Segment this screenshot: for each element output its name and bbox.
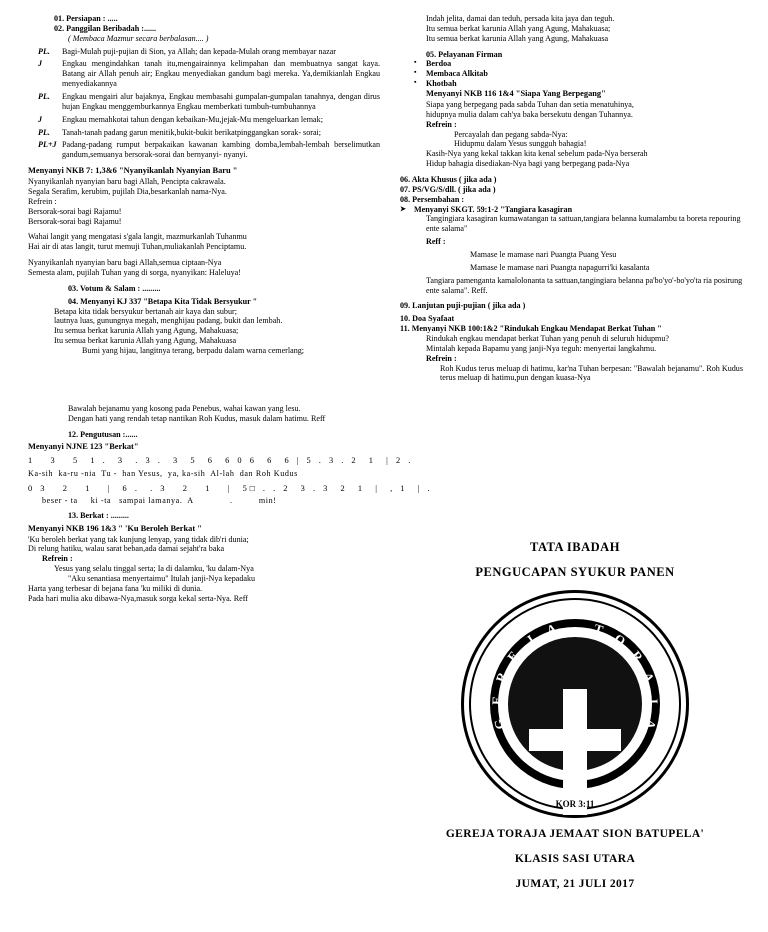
item-07-psvg: 07. PS/VG/S/dll. ( jika ada ) bbox=[400, 184, 496, 194]
seal-arc-text bbox=[464, 593, 686, 815]
hymn-line: Pada hari mulia aku dibawa-Nya,masuk sorga kekal serta-Nya. Reff bbox=[28, 593, 248, 603]
hymn-line: lautnya luas, gunungnya megah, menghijau padang, bukit dan lembah. bbox=[54, 316, 283, 326]
responsive-text: Engkau mengindahkan tanah itu,mengairainnya kelimpahan dan membuatnya sangat kaya. Batang air Allah penuh air; Engkau menyediakan gandum bagi mereka. Ya,demikianlah Engkau menyediakannya bbox=[62, 59, 380, 89]
hymn-line: Harta yang terbesar di bejana fana 'ku miliki di dunia. bbox=[28, 583, 203, 593]
seal-arc-char: T bbox=[592, 620, 605, 638]
hymn-refrain-label: Refrein : bbox=[426, 119, 457, 129]
item-05-sub-khotbah: ▪ Khotbah bbox=[400, 79, 750, 89]
hymn-line: Mintalah kepada Bapamu yang janji-Nya teguh: menyertai langkahmu. bbox=[426, 343, 657, 353]
hymn-line: Roh Kudus terus meluap di hatimu, kar'na Tuhan berpesan: "Bawalah bejanamu". Roh Kudus terus meluap di hatimu,pun dengan kuasa-Nya bbox=[440, 363, 743, 383]
responsive-text: Padang-padang rumput berpakaikan kawanan kambing domba,lembah-lembah berselimutkan gandum,semuanya bersorak-sorai dan bernyanyi- nyanyi. bbox=[62, 140, 380, 160]
seal-arc-char: J bbox=[645, 697, 662, 705]
seal-arc-char: A bbox=[640, 670, 658, 685]
responsive-line bbox=[28, 92, 380, 112]
footer-date: JUMAT, 21 JULI 2017 bbox=[515, 878, 635, 890]
speaker-label: J bbox=[38, 59, 43, 69]
toraja-line: Tangingiara kasagiran kumawatangan ta sattuan,tangiara belanna kumalambu ta boreta repouring ente salama" bbox=[426, 214, 741, 234]
seal-arc-char: J bbox=[523, 631, 537, 648]
hymn-line: Nyanyikanlah nyanyian baru bagi Allah,semua ciptaan-Nya bbox=[28, 258, 222, 268]
hymn-line: Itu semua berkat karunia Allah yang Agung, Mahakuasa bbox=[54, 336, 237, 346]
item-02-panggilan: 02. Panggilan Beribadah :...... bbox=[54, 23, 157, 33]
seal-bottom-text: KOR 3:11 bbox=[555, 799, 595, 809]
speaker-label: PL. bbox=[38, 46, 50, 56]
item-05-sub-alkitab: ▪ Membaca Alkitab bbox=[400, 69, 750, 79]
right-column bbox=[400, 14, 750, 383]
item-01-persiapan: 01. Persiapan : ..... bbox=[54, 14, 118, 23]
toraja-line: Tangiara pamenganta kamalolonanta ta sattuan,tangingiara belanna pa'bo'yo'-bo'yo'ta ria posirung ente salama". Reff. bbox=[426, 275, 743, 295]
cover-block bbox=[400, 540, 750, 818]
responsive-text: Tanah-tanah padang garun menitik,bukit-bukit berikatpinggangkan sorak- sorai; bbox=[62, 127, 322, 137]
hymn-line: Bersorak-sorai bagi Rajamu! bbox=[28, 216, 122, 226]
seal-arc-char: E bbox=[488, 695, 505, 706]
seal-arc-char: R bbox=[628, 647, 647, 665]
toraja-line: Mamase le mamase nari Puangta napagurri'ki kasalanta bbox=[470, 262, 650, 272]
cover-footer bbox=[400, 828, 750, 903]
hymn-refrain-label: Refrein : bbox=[28, 196, 57, 206]
speaker-label: PL+J bbox=[38, 140, 57, 150]
top-line: Itu semua berkat karunia Allah yang Agung, Mahakuasa bbox=[426, 33, 609, 43]
item-06-akta-khusus: 06. Akta Khusus ( jika ada ) bbox=[400, 174, 497, 184]
hymn-line: Kasih-Nya yang kekal takkan kita kenal sebelum pada-Nya berserah bbox=[426, 149, 648, 159]
responsive-line bbox=[28, 59, 380, 89]
top-line: Itu semua berkat karunia Allah yang Agung, Mahakuasa; bbox=[426, 23, 611, 33]
hymn-line: 'Ku beroleh berkat yang tak kunjung lenyap, yang tidak dib'ri dunia; bbox=[28, 534, 249, 544]
responsive-line bbox=[28, 115, 380, 125]
responsive-text: Engkau memahkotai tahun dengan kebaikan-Mu,jejak-Mu mengeluarkan lemak; bbox=[62, 114, 323, 124]
seal-arc-char: G bbox=[490, 717, 508, 732]
seal-arc-char: E bbox=[504, 648, 522, 665]
hymn-line: Siapa yang berpegang pada sabda Tuhan dan setia menatuhinya, bbox=[426, 99, 634, 109]
notation-lyrics-2: beser - ta ki -ta sampai lamanya. A . min! bbox=[42, 495, 277, 505]
hymn-nkb7-title: Menyanyi NKB 7: 1,3&6 "Nyanyikanlah Nyanyian Baru " bbox=[28, 166, 238, 176]
item-09-lanjutan: 09. Lanjutan puji-pujian ( jika ada ) bbox=[400, 301, 526, 311]
hymn-line: Hidup bahagia disediakan-Nya bagi yang berpegang pada-Nya bbox=[426, 159, 630, 169]
responsive-line bbox=[28, 47, 380, 57]
responsive-line bbox=[28, 140, 380, 160]
speaker-label: J bbox=[38, 114, 43, 124]
item-13-berkat: 13. Berkat : ......... bbox=[68, 510, 129, 520]
item-08-persembahan: 08. Persembahan : bbox=[400, 194, 465, 204]
hymn-line: "Aku senantiasa menyertaimu" Itulah janji-Nya kepadaku bbox=[68, 574, 256, 584]
item-08-sub-menyanyi: ➤ Menyanyi SKGT. 59:1-2 "Tangiara kasagiran bbox=[400, 205, 750, 215]
post-line: Bawalah bejanamu yang kosong pada Penebus, wahai kawan yang lesu. bbox=[68, 403, 301, 413]
cover-title-1: TATA IBADAH bbox=[530, 540, 620, 554]
item-05-pelayanan-firman: 05. Pelayanan Firman bbox=[426, 49, 503, 59]
hymn-line: Bumi yang hijau, langitnya terang, berpadu dalam warna cemerlang; bbox=[82, 345, 305, 355]
notation-line-2: 0 3 2 1 | 6 . . 3 2 1 | 5□ . . 2 3 . 3 2 1 | , 1 | . bbox=[28, 483, 433, 493]
toraja-line: Mamase le mamase nari Puangta Puang Yesu bbox=[470, 249, 617, 259]
hymn-line: Rindukah engkau mendapat berkat Tuhan yang penuh di seluruh hidupmu? bbox=[426, 333, 669, 343]
seal-arc-char: A bbox=[642, 717, 660, 731]
hymn-line: Hidupmu dalam Yesus sungguh bahagia! bbox=[454, 139, 587, 149]
hymn-line: Di relung hatiku, walau sarat beban,ada damai sejaht'ra baka bbox=[28, 544, 225, 554]
hymn-line: Yesus yang selalu tinggal serta; Ia di dalamku, 'ku dalam-Nya bbox=[54, 564, 254, 574]
hymn-line: Itu semua berkat karunia Allah yang Agung, Mahakuasa; bbox=[54, 326, 239, 336]
hymn-nkb196-title: Menyanyi NKB 196 1&3 " 'Ku Beroleh Berkat " bbox=[28, 523, 202, 533]
top-line: Indah jelita, damai dan teduh, persada kita jaya dan teguh. bbox=[426, 14, 615, 23]
item-11-menyanyi: 11. Menyanyi NKB 100:1&2 "Rindukah Engkau Mendapat Berkat Tuhan " bbox=[400, 324, 662, 334]
church-seal-logo bbox=[461, 590, 689, 818]
item-10-doa-syafaat: 10. Doa Syafaat bbox=[400, 314, 455, 324]
post-line: Dengan hati yang rendah tetap nantikan Roh Kudus, masuk dalam hatimu. Reff bbox=[68, 413, 326, 423]
item-03-votum: 03. Votum & Salam : ......... bbox=[68, 283, 161, 293]
speaker-label: PL. bbox=[38, 92, 50, 102]
hymn-line: Segala Serafim, kerubim, pujilah Dia,besarkanlah nama-Nya. bbox=[28, 186, 227, 196]
cover-title-2: PENGUCAPAN SYUKUR PANEN bbox=[475, 565, 675, 579]
seal-arc-char: R bbox=[492, 670, 510, 685]
responsive-text: Bagi-Mulah puji-pujian di Sion, ya Allah; dan kepada-Mulah orang membayar nazar bbox=[62, 46, 336, 56]
hymn-line: Betapa kita tidak bersyukur bertanah air kaya dan subur; bbox=[54, 306, 237, 316]
hymn-line: Hai air di atas langit, turut memuji Tuhan,muliakanlah Penciptamu. bbox=[28, 242, 247, 252]
item-12-pengutusan: 12. Pengutusan :...... bbox=[68, 429, 138, 439]
responsive-line bbox=[28, 128, 380, 138]
hymn-line: Wahai langit yang mengatasi s'gala langit, mazmurkanlah Tuhanmu bbox=[28, 232, 247, 242]
hymn-line: hidupnya mulia dalam cah'ya baka bersekutu dengan Tuhannya. bbox=[426, 109, 633, 119]
notation-lyrics-1: Ka-sih ka-ru -nia Tu - han Yesus, ya, ka-sih Al-lah dan Roh Kudus bbox=[28, 468, 298, 478]
footer-church-name: GEREJA TORAJA JEMAAT SION BATUPELA' bbox=[445, 828, 705, 840]
speaker-label: PL. bbox=[38, 127, 50, 137]
hymn-line: Nyanyikanlah nyanyian baru bagi Allah, Pencipta cakrawala. bbox=[28, 177, 226, 187]
item-05-sub-berdoa: ▪ Berdoa bbox=[400, 59, 750, 69]
hymn-line: Percayalah dan pegang sabda-Nya: bbox=[454, 129, 568, 139]
hymn-line: Semesta alam, pujilah Tuhan yang di sorga, nyanyikan: Haleluya! bbox=[28, 267, 241, 277]
toraja-refrain-label: Reff : bbox=[426, 237, 446, 247]
seal-arc-char: O bbox=[611, 630, 629, 649]
hymn-line: Bersorak-sorai bagi Rajamu! bbox=[28, 206, 122, 216]
footer-klasis: KLASIS SASI UTARA bbox=[514, 853, 636, 865]
hymn-refrain-label: Refrein : bbox=[42, 554, 73, 564]
seal-arc-char: A bbox=[544, 620, 559, 638]
hymn-refrain-label: Refrein : bbox=[426, 353, 457, 363]
hymn-nkb116-title: Menyanyi NKB 116 1&4 "Siapa Yang Berpegang" bbox=[426, 89, 606, 99]
notation-line-1: 1 3 5 1 . 3 . 3 . 3 5 6 6 0 6 6 6 | 5 . 3 . 2 1 | 2 . bbox=[28, 456, 414, 466]
responsive-text: Engkau mengairi alur bajaknya, Engkau membasahi gumpalan-gumpalan tanahnya, dengan dirus hujan Engkau menggemburkannya Engkau memberkati tumbuh-tumbuhannya bbox=[62, 92, 380, 111]
item-02-subtitle: ( Membaca Mazmur secara berbalasan.... ) bbox=[68, 33, 209, 43]
item-04-menyanyi: 04. Menyanyi KJ 337 "Betapa Kita Tidak Bersyukur " bbox=[68, 296, 258, 306]
hymn-njne-title: Menyanyi NJNE 123 "Berkat" bbox=[28, 442, 139, 452]
